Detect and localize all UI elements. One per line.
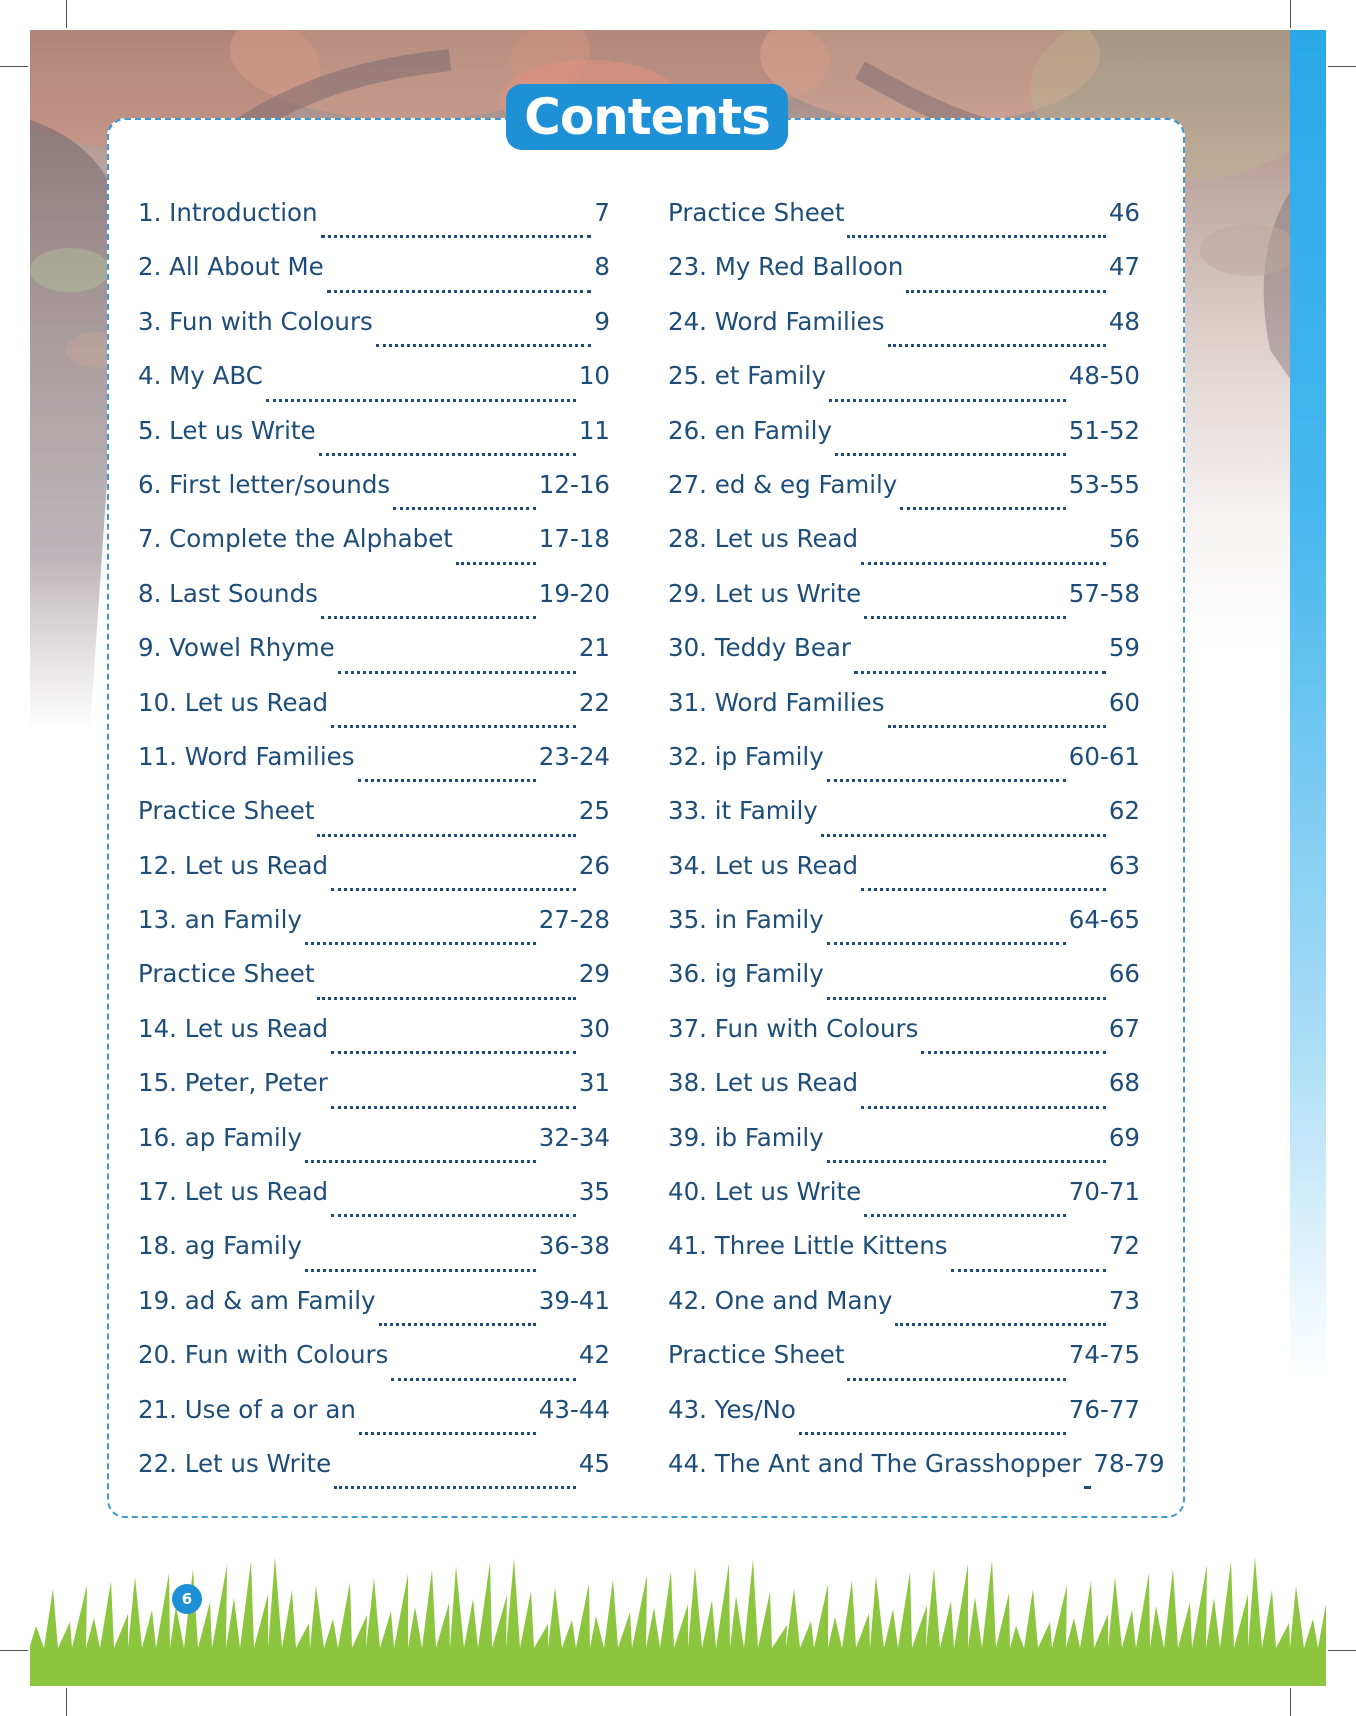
toc-entry (668, 1395, 1140, 1449)
toc-entry-page: 42 (578, 1340, 610, 1370)
toc-entry-page: 53-55 (1068, 469, 1140, 499)
toc-entry (668, 1068, 1140, 1122)
toc-entry-title: 8. Last Sounds (138, 578, 318, 608)
toc-entry-page: 12-16 (538, 469, 610, 499)
toc-entry (668, 361, 1140, 415)
dot-leader (331, 725, 576, 728)
toc-entry-page: 22 (578, 687, 610, 717)
toc-entry (138, 524, 610, 578)
toc-entry-page: 48-50 (1068, 361, 1140, 391)
toc-entry (668, 688, 1140, 742)
dot-leader (847, 235, 1105, 238)
toc-entry-page: 43-44 (538, 1394, 610, 1424)
toc-entry (668, 1123, 1140, 1177)
toc-entry-title: 1. Introduction (138, 198, 318, 227)
toc-entry-page: 78-79 (1093, 1448, 1165, 1478)
toc-entry-title: 40. Let us Write (668, 1177, 862, 1207)
side-stripe (1290, 30, 1326, 1686)
toc-left-column (138, 198, 610, 1503)
toc-entry-title: 12. Let us Read (138, 850, 329, 880)
toc-entry-page: 63 (1108, 850, 1140, 880)
toc-entry-page: 76-77 (1068, 1394, 1140, 1424)
dot-leader (864, 1214, 1066, 1217)
toc-entry (138, 1286, 610, 1340)
toc-entry (138, 633, 610, 687)
toc-entry-title: 44. The Ant and The Grasshopper (668, 1448, 1082, 1478)
toc-entry (668, 416, 1140, 470)
toc-entry (668, 1448, 1165, 1503)
toc-entry-page: 70-71 (1068, 1177, 1140, 1207)
toc-entry-title: 29. Let us Write (668, 578, 862, 608)
toc-entry-title: 20. Fun with Colours (138, 1340, 389, 1370)
dot-leader (821, 834, 1106, 837)
dot-leader (393, 507, 536, 510)
toc-entry (668, 1286, 1140, 1340)
toc-entry-title: 19. ad & am Family (138, 1285, 376, 1315)
dot-leader (266, 399, 576, 402)
toc-entry (668, 1177, 1140, 1231)
dot-leader (827, 997, 1106, 1000)
toc-entry-title: 31. Word Families (668, 687, 885, 717)
toc-entry-page: 45 (578, 1448, 610, 1478)
toc-entry-title: 4. My ABC (138, 361, 263, 391)
toc-entry-page: 48 (1108, 306, 1140, 336)
crop-mark (1328, 1650, 1356, 1651)
toc-right-column (668, 198, 1165, 1503)
dot-leader (951, 1269, 1106, 1272)
toc-entry-title: 9. Vowel Rhyme (138, 633, 335, 663)
dot-leader (888, 725, 1106, 728)
dot-leader (391, 1378, 575, 1381)
dot-leader (895, 1323, 1105, 1326)
toc-entry-title: Practice Sheet (668, 198, 845, 227)
dot-leader (331, 888, 576, 891)
toc-entry-title: 36. ig Family (668, 959, 824, 989)
dot-leader (358, 779, 536, 782)
toc-entry (668, 633, 1140, 687)
toc-entry-title: 22. Let us Write (138, 1448, 332, 1478)
toc-entry-title: 3. Fun with Colours (138, 306, 373, 336)
toc-entry (668, 1231, 1140, 1285)
toc-entry (138, 416, 610, 470)
toc-entry-title: 41. Three Little Kittens (668, 1231, 948, 1261)
toc-entry (138, 470, 610, 524)
toc-entry-page: 23-24 (538, 741, 610, 771)
grass-border-illustration (30, 1536, 1326, 1686)
toc-entry-title: 10. Let us Read (138, 687, 329, 717)
dot-leader (331, 1106, 576, 1109)
toc-entry-page: 39-41 (538, 1285, 610, 1315)
toc-entry-page: 11 (578, 415, 610, 445)
toc-entry-page: 30 (578, 1013, 610, 1043)
toc-entry-title: 33. it Family (668, 796, 818, 826)
toc-entry-title: 27. ed & eg Family (668, 469, 898, 499)
dot-leader (456, 562, 536, 565)
toc-entry (668, 524, 1140, 578)
toc-entry (138, 1123, 610, 1177)
toc-entry-title: 30. Teddy Bear (668, 633, 851, 663)
toc-entry-title: 42. One and Many (668, 1285, 893, 1315)
toc-entry-title: 32. ip Family (668, 741, 824, 771)
toc-entry (138, 688, 610, 742)
dot-leader (921, 1051, 1105, 1054)
dot-leader (864, 616, 1066, 619)
dot-leader (1084, 1486, 1090, 1489)
toc-entry (138, 1177, 610, 1231)
toc-entry-page: 32-34 (538, 1122, 610, 1152)
toc-entry (138, 198, 610, 252)
toc-entry-page: 47 (1108, 252, 1140, 282)
dot-leader (359, 1432, 536, 1435)
dot-leader (305, 942, 536, 945)
dot-leader (829, 399, 1066, 402)
toc-entry (668, 307, 1140, 361)
toc-entry-page: 57-58 (1068, 578, 1140, 608)
toc-entry-page: 8 (594, 252, 610, 282)
dot-leader (888, 344, 1106, 347)
page-title: Contents (506, 84, 788, 150)
dot-leader (317, 997, 575, 1000)
toc-entry (138, 742, 610, 796)
dot-leader (847, 1378, 1065, 1381)
toc-entry (668, 905, 1140, 959)
toc-entry-page: 64-65 (1068, 905, 1140, 935)
dot-leader (338, 671, 576, 674)
toc-entry (138, 1014, 610, 1068)
toc-entry-title: 26. en Family (668, 415, 832, 445)
toc-entry-page: 21 (578, 633, 610, 663)
toc-entry-title: 24. Word Families (668, 306, 885, 336)
dot-leader (334, 1486, 576, 1489)
crop-mark (1290, 0, 1291, 28)
toc-entry-title: 39. ib Family (668, 1122, 824, 1152)
toc-entry-page: 29 (578, 959, 610, 989)
toc-entry (668, 742, 1140, 796)
toc-entry-page: 36-38 (538, 1231, 610, 1261)
toc-entry-page: 9 (594, 306, 610, 336)
toc-entry-page: 59 (1108, 633, 1140, 663)
toc-entry-page: 35 (578, 1177, 610, 1207)
toc-entry-title: 5. Let us Write (138, 415, 316, 445)
dot-leader (854, 671, 1106, 674)
dot-leader (900, 507, 1065, 510)
toc-entry-page: 25 (578, 796, 610, 826)
crop-mark (1328, 66, 1356, 67)
toc-entry-title: 37. Fun with Colours (668, 1013, 919, 1043)
toc-entry (138, 959, 610, 1013)
toc-entry-title: Practice Sheet (668, 1340, 845, 1370)
toc-entry-title: 17. Let us Read (138, 1177, 329, 1207)
crop-mark (66, 1688, 67, 1716)
dot-leader (376, 344, 592, 347)
toc-entry-title: 6. First letter/sounds (138, 469, 391, 499)
toc-entry-title: Practice Sheet (138, 796, 315, 826)
toc-entry-title: 15. Peter, Peter (138, 1068, 328, 1098)
toc-entry (668, 252, 1140, 306)
dot-leader (861, 1106, 1106, 1109)
toc-entry-page: 27-28 (538, 905, 610, 935)
toc-entry-page: 68 (1108, 1068, 1140, 1098)
dot-leader (321, 235, 592, 238)
toc-entry (138, 1449, 610, 1503)
toc-entry-page: 19-20 (538, 578, 610, 608)
toc-entry-title: 21. Use of a or an (138, 1394, 356, 1424)
dot-leader (861, 888, 1106, 891)
dot-leader (835, 453, 1066, 456)
dot-leader (305, 1160, 536, 1163)
dot-leader (827, 779, 1066, 782)
toc-entry (138, 1340, 610, 1394)
crop-mark (66, 0, 67, 28)
dot-leader (327, 290, 592, 293)
toc-entry-title: 34. Let us Read (668, 850, 859, 880)
toc-entry-page: 56 (1108, 524, 1140, 554)
toc-entry-title: 28. Let us Read (668, 524, 859, 554)
toc-entry (138, 1395, 610, 1449)
toc-entry-page: 74-75 (1068, 1340, 1140, 1370)
toc-entry-page: 60 (1108, 687, 1140, 717)
toc-entry-page: 62 (1108, 796, 1140, 826)
toc-entry (668, 470, 1140, 524)
toc-entry-page: 10 (578, 361, 610, 391)
dot-leader (319, 453, 576, 456)
toc-entry (138, 579, 610, 633)
dot-leader (331, 1051, 576, 1054)
dot-leader (861, 562, 1106, 565)
crop-mark (0, 1650, 28, 1651)
dot-leader (827, 942, 1066, 945)
toc-entry-title: 35. in Family (668, 905, 824, 935)
toc-entry (668, 959, 1140, 1013)
toc-entry (668, 198, 1140, 252)
dot-leader (906, 290, 1105, 293)
toc-entry (668, 851, 1140, 905)
toc-entry (138, 361, 610, 415)
toc-entry-page: 17-18 (538, 524, 610, 554)
toc-entry-title: 43. Yes/No (668, 1394, 796, 1424)
toc-entry-page: 69 (1108, 1122, 1140, 1152)
toc-entry-page: 60-61 (1068, 741, 1140, 771)
toc-entry-title: 23. My Red Balloon (668, 252, 904, 282)
dot-leader (305, 1269, 536, 1272)
toc-entry (138, 851, 610, 905)
dot-leader (799, 1432, 1066, 1435)
toc-entry-title: 13. an Family (138, 905, 302, 935)
dot-leader (317, 834, 575, 837)
toc-entry-title: 18. ag Family (138, 1231, 302, 1261)
toc-entry-page: 51-52 (1068, 415, 1140, 445)
toc-entry-title: 14. Let us Read (138, 1013, 329, 1043)
toc-entry (138, 252, 610, 306)
toc-entry (668, 1014, 1140, 1068)
toc-entry-title: 7. Complete the Alphabet (138, 524, 453, 554)
toc-entry (668, 796, 1140, 850)
toc-entry-page: 67 (1108, 1013, 1140, 1043)
crop-mark (1290, 1688, 1291, 1716)
dot-leader (321, 616, 536, 619)
dot-leader (379, 1323, 536, 1326)
toc-entry-title: 25. et Family (668, 361, 827, 391)
toc-entry (138, 1068, 610, 1122)
toc-entry-page: 72 (1108, 1231, 1140, 1261)
toc-entry-page: 73 (1108, 1285, 1140, 1315)
dot-leader (331, 1214, 576, 1217)
toc-entry-title: 16. ap Family (138, 1122, 302, 1152)
toc-entry-title: Practice Sheet (138, 959, 315, 989)
toc-entry (668, 579, 1140, 633)
toc-entry-page: 26 (578, 850, 610, 880)
toc-entry-page: 7 (594, 198, 610, 227)
toc-entry-page: 46 (1108, 198, 1140, 227)
dot-leader (827, 1160, 1106, 1163)
toc-entry (138, 905, 610, 959)
toc-entry-page: 31 (578, 1068, 610, 1098)
toc-entry (138, 307, 610, 361)
toc-entry-page: 66 (1108, 959, 1140, 989)
toc-entry-title: 11. Word Families (138, 741, 355, 771)
toc-entry (138, 796, 610, 850)
toc-entry (138, 1231, 610, 1285)
toc-entry-title: 38. Let us Read (668, 1068, 859, 1098)
toc-entry (668, 1340, 1140, 1394)
toc-entry-title: 2. All About Me (138, 252, 324, 282)
crop-mark (0, 66, 28, 67)
page-number-badge: 6 (172, 1584, 202, 1614)
